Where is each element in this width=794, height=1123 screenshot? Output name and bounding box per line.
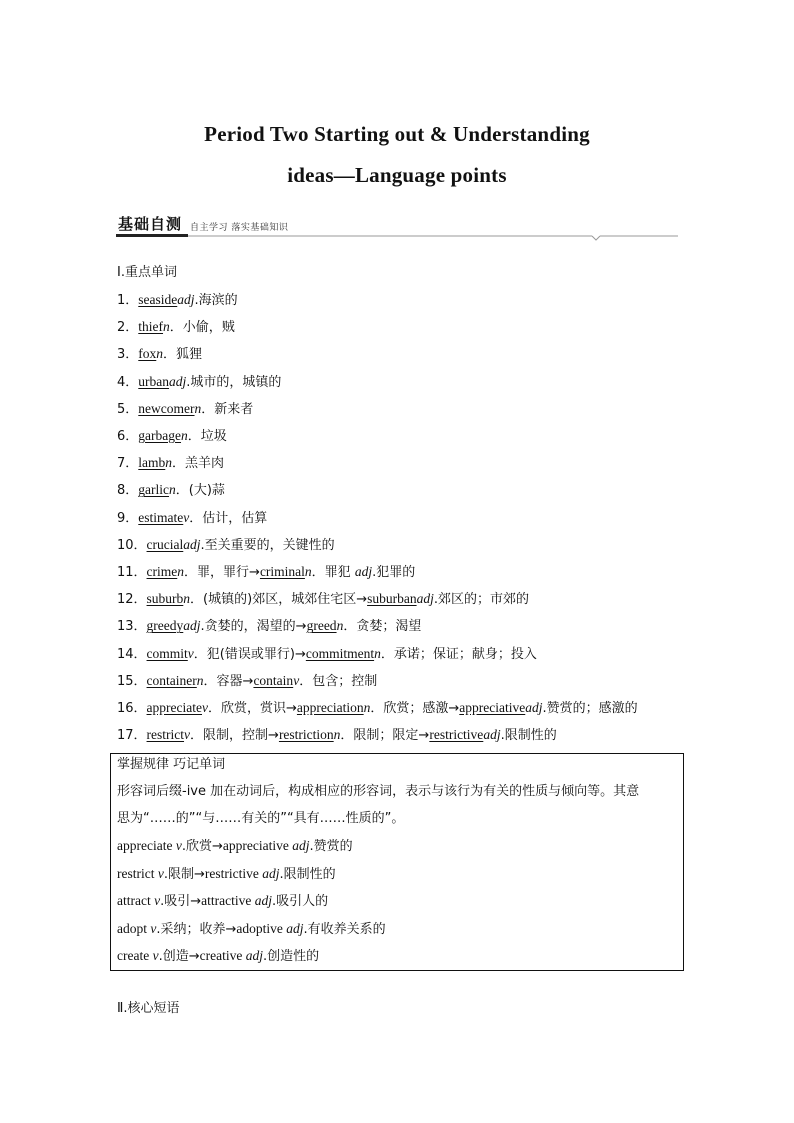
tip-example — [117, 919, 386, 940]
definition-text: ．羔羊肉 — [172, 456, 225, 472]
part-of-speech: n — [177, 564, 185, 579]
part-of-speech: adj — [416, 591, 434, 607]
definition-text: .至关重要的，关键性的 — [200, 537, 335, 553]
part-of-speech: n — [363, 700, 371, 715]
definition-text: ．限制；限定→ — [340, 728, 430, 744]
vocab-word: thief — [138, 319, 164, 335]
title-line-1: Period Two Starting out & Understanding — [204, 122, 590, 146]
part-of-speech: v — [187, 645, 194, 661]
definition-text: .赞赏的 — [309, 839, 353, 854]
example-word: attractive — [201, 893, 255, 908]
definition-text: .欣赏→ — [181, 839, 223, 854]
part-of-speech: adj — [183, 536, 201, 552]
word-entry — [117, 290, 238, 311]
vocab-word: restrict — [146, 727, 185, 743]
word-entry — [117, 426, 227, 447]
entry-number: 12． — [117, 592, 147, 608]
word-entry — [117, 344, 202, 365]
vocab-word: criminal — [259, 564, 305, 579]
definition-text: ．罪，罪行→ — [184, 565, 260, 580]
entry-number: 7． — [117, 456, 139, 472]
definition-text: ．容器→ — [203, 673, 254, 689]
entry-number: 11． — [117, 565, 147, 580]
definition-text: ．估计，估算 — [189, 510, 268, 526]
part-of-speech: adj — [354, 564, 373, 579]
part-of-speech: n — [196, 672, 204, 688]
vocab-word: lamb — [138, 455, 166, 471]
definition-text: ．(城镇的)郊区，城郊住宅区→ — [190, 592, 368, 608]
vocab-word: newcomer — [138, 400, 195, 416]
example-word: adopt — [117, 920, 151, 936]
vocab-word: crucial — [146, 536, 184, 552]
part-of-speech: adj — [262, 865, 280, 881]
vocab-word: garlic — [138, 482, 170, 498]
definition-text: .吸引人的 — [272, 894, 329, 909]
vocab-word: contain — [253, 672, 294, 688]
vocab-word: suburban — [367, 591, 417, 607]
part-of-speech: v — [150, 920, 157, 936]
entry-number: 13． — [117, 619, 147, 635]
definition-text: ．欣赏，赏识→ — [208, 701, 297, 716]
entry-number: 5． — [117, 401, 139, 417]
part1-heading: Ⅰ.重点单词 — [117, 265, 177, 280]
part-of-speech: adj — [483, 727, 501, 743]
definition-text: .限制性的 — [279, 866, 336, 882]
word-entry — [117, 562, 415, 583]
definition-text: .创造性的 — [262, 949, 320, 964]
definition-text: .贪婪的，渴望的→ — [200, 619, 307, 635]
word-entry — [117, 725, 557, 746]
definition-text: ．欣赏；感激→ — [370, 701, 460, 716]
vocab-word: urban — [138, 373, 170, 389]
tip-box-heading: 掌握规律 巧记单词 — [117, 757, 226, 772]
tip-box-paragraph-2: 思为“……的”“与……有关的”“具有……性质的”。 — [117, 811, 405, 826]
part-of-speech: adj — [254, 893, 272, 908]
definition-text: ．狐狸 — [163, 347, 203, 363]
definition-text: .创造→ — [158, 949, 200, 964]
definition-text: .城市的，城镇的 — [186, 374, 282, 390]
example-word: adoptive — [236, 920, 287, 936]
entry-number: 3． — [117, 347, 139, 363]
part-of-speech: adj — [292, 838, 310, 853]
example-word: appreciate — [117, 838, 176, 853]
part-of-speech: adj — [177, 292, 195, 307]
entry-number: 2． — [117, 320, 139, 336]
part-of-speech: adj — [245, 948, 263, 963]
tip-example — [117, 946, 319, 967]
part-of-speech: n — [194, 400, 202, 416]
example-word: attract — [117, 893, 155, 908]
part-of-speech: n — [156, 346, 164, 362]
tip-box-paragraph-1: 形容词后缀-ive 加在动词后，构成相应的形容词，表示与该行为有关的性质与倾向等。其意 — [117, 784, 640, 799]
vocab-word: appreciate — [146, 700, 203, 715]
part-of-speech: v — [184, 727, 191, 743]
definition-text: .限制性的 — [500, 728, 557, 744]
part-of-speech: n — [183, 591, 191, 607]
definition-text: ．新来者 — [201, 401, 254, 417]
part-of-speech: n — [336, 618, 344, 634]
section-header — [116, 213, 678, 239]
word-entry — [117, 616, 421, 637]
tip-box — [110, 753, 684, 971]
entry-number: 9． — [117, 510, 139, 526]
entry-number: 14． — [117, 646, 147, 662]
vocab-word: commitment — [305, 645, 375, 661]
part-of-speech: n — [181, 428, 188, 443]
title-line-2: ideas—Language points — [287, 163, 507, 187]
part-of-speech: adj — [169, 373, 187, 389]
section-header-main: 基础自测 — [118, 215, 183, 233]
part-of-speech: n — [304, 564, 312, 579]
part-of-speech: v — [293, 672, 300, 688]
part-of-speech: n — [374, 645, 381, 661]
part-of-speech: v — [202, 700, 209, 715]
definition-text: .限制→ — [163, 866, 205, 882]
part-of-speech: n — [165, 455, 173, 471]
word-entry — [117, 535, 335, 556]
tip-example — [117, 864, 336, 885]
example-word: restrictive — [204, 865, 263, 881]
entry-number: 17． — [117, 728, 147, 744]
definition-text: .有收养关系的 — [303, 921, 386, 937]
vocab-word: greed — [306, 618, 337, 634]
vocab-word: restriction — [278, 727, 334, 743]
part-of-speech: n — [163, 319, 170, 335]
word-entry — [117, 508, 267, 529]
vocab-word: seaside — [138, 292, 178, 307]
part-of-speech: v — [152, 948, 159, 963]
definition-text: ．限制，控制→ — [190, 728, 279, 744]
word-entry — [117, 589, 529, 610]
part-of-speech: n — [169, 482, 176, 498]
entry-number: 8． — [117, 483, 139, 499]
vocab-word: crime — [146, 564, 178, 579]
word-entry — [117, 399, 253, 420]
word-entry — [117, 372, 281, 393]
entry-number: 16． — [117, 701, 147, 716]
entry-number: 10． — [117, 537, 147, 553]
definition-text: .赞赏的；感激的 — [542, 701, 638, 716]
word-entry — [117, 644, 537, 665]
example-word: restrict — [117, 865, 158, 881]
vocab-word: garbage — [138, 428, 182, 443]
definition-text: ．包含；控制 — [299, 673, 378, 689]
definition-text: .海滨的 — [194, 293, 238, 308]
part-of-speech: v — [183, 509, 190, 525]
section-header-sub: 自主学习 落实基础知识 — [190, 223, 289, 233]
vocab-word: estimate — [138, 509, 184, 525]
vocab-word: container — [146, 672, 197, 688]
entry-number: 6． — [117, 429, 139, 444]
part-of-speech: adj — [525, 700, 543, 715]
entry-number: 4． — [117, 374, 139, 390]
definition-text: ．承诺；保证；献身；投入 — [380, 646, 537, 662]
part-of-speech: v — [175, 838, 182, 853]
vocab-word: suburb — [146, 591, 184, 607]
example-word: appreciative — [222, 838, 293, 853]
word-entry — [117, 698, 638, 719]
definition-text: .采纳；收养→ — [156, 921, 237, 937]
vocab-word: fox — [138, 346, 157, 362]
definition-text: ．罪犯 — [311, 565, 355, 580]
part-of-speech: adj — [183, 618, 201, 634]
example-word: create — [117, 948, 153, 963]
vocab-word: commit — [146, 645, 188, 661]
definition-text: ．(大)蒜 — [175, 483, 225, 499]
definition-text: ．小偷，贼 — [169, 320, 235, 336]
definition-text: .吸引→ — [160, 894, 202, 909]
part2-heading: Ⅱ.核心短语 — [117, 1001, 180, 1016]
vocab-word: appreciation — [296, 700, 364, 715]
definition-text: ．垃圾 — [187, 429, 227, 444]
part-of-speech: adj — [286, 920, 304, 936]
word-entry — [117, 317, 235, 338]
definition-text: ．犯(错误或罪行)→ — [193, 646, 306, 662]
word-entry — [117, 453, 224, 474]
tip-example — [117, 836, 353, 857]
part-of-speech: v — [157, 865, 164, 881]
vocab-word: restrictive — [429, 727, 484, 743]
definition-text: ．贪婪；渴望 — [343, 619, 422, 635]
entry-number: 1． — [117, 293, 139, 308]
entry-number: 15． — [117, 673, 147, 689]
example-word: creative — [199, 948, 246, 963]
vocab-word: appreciative — [459, 700, 526, 715]
word-entry — [117, 671, 377, 692]
word-entry — [117, 480, 225, 501]
part-of-speech: n — [333, 727, 341, 743]
definition-text: .犯罪的 — [372, 565, 416, 580]
vocab-word: greedy — [146, 618, 184, 634]
definition-text: .郊区的；市郊的 — [433, 592, 529, 608]
section-header-rule — [116, 231, 678, 241]
tip-example — [117, 891, 328, 912]
part-of-speech: v — [154, 893, 161, 908]
